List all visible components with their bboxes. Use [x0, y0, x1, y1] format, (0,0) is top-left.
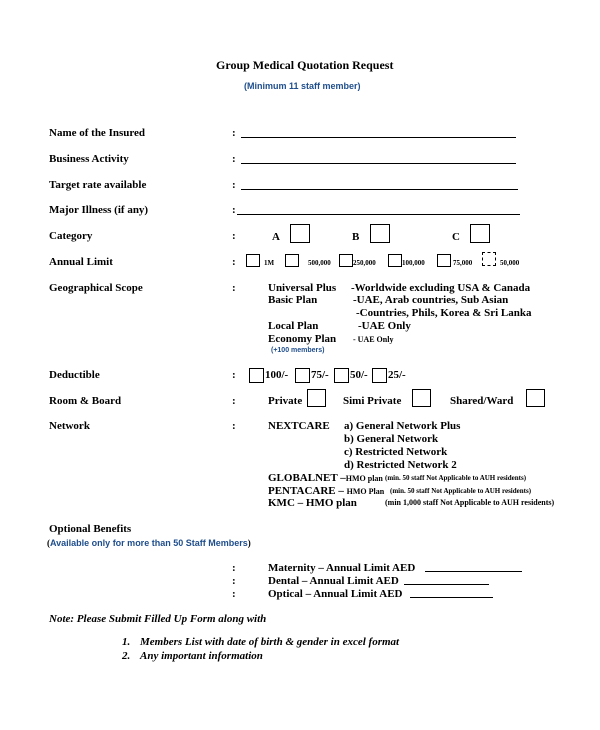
network-pentacare-note: (min. 50 staff Not Applicable to AUH residents)	[390, 487, 532, 495]
optional-optical-input[interactable]	[410, 588, 493, 598]
label-business-activity: Business Activity	[49, 153, 129, 165]
colon: :	[232, 230, 236, 242]
room-shared-label: Shared/Ward	[450, 395, 514, 407]
deductible-75-label: 75/-	[311, 369, 329, 381]
colon: :	[232, 256, 236, 268]
deductible-100-label: 100/-	[265, 369, 289, 381]
colon: :	[232, 282, 236, 294]
geo-economy-plan: Economy Plan	[268, 333, 337, 345]
colon: :	[232, 562, 236, 574]
room-private-label: Private	[268, 395, 303, 407]
annual-limit-50k-checkbox[interactable]	[482, 252, 496, 266]
optional-dental-label: Dental – Annual Limit AED	[268, 575, 399, 587]
optional-optical-label: Optical – Annual Limit AED	[268, 588, 403, 600]
network-globalnet: GLOBALNET –HMO plan	[268, 472, 383, 484]
category-b-checkbox[interactable]	[370, 224, 390, 243]
deductible-50-label: 50/-	[350, 369, 368, 381]
annual-limit-1m-label: 1M	[264, 259, 275, 267]
category-b-label: B	[352, 231, 360, 243]
deductible-100-checkbox[interactable]	[249, 368, 264, 383]
colon: :	[232, 575, 236, 587]
colon: :	[232, 153, 236, 165]
category-c-checkbox[interactable]	[470, 224, 490, 243]
geo-local-plan: Local Plan	[268, 320, 319, 332]
annual-limit-50k-label: 50,000	[500, 259, 520, 267]
annual-limit-250k-checkbox[interactable]	[339, 254, 353, 267]
page-title: Group Medical Quotation Request	[216, 58, 394, 72]
note-item-1-number: 1.	[122, 636, 131, 648]
network-option-b: b) General Network	[344, 433, 439, 445]
colon: :	[232, 420, 236, 432]
room-private-checkbox[interactable]	[307, 389, 326, 407]
colon: :	[232, 395, 236, 407]
geo-universal-plus: Universal Plus	[268, 282, 337, 294]
deductible-50-checkbox[interactable]	[334, 368, 349, 383]
label-major-illness: Major Illness (if any)	[49, 204, 149, 216]
colon: :	[232, 369, 236, 381]
room-shared-checkbox[interactable]	[526, 389, 545, 407]
geo-universal-plus-desc: -Worldwide excluding USA & Canada	[351, 282, 531, 294]
room-simi-private-label: Simi Private	[343, 395, 402, 407]
deductible-25-checkbox[interactable]	[372, 368, 387, 383]
geo-basic-plan: Basic Plan	[268, 294, 318, 306]
major-illness-input[interactable]	[237, 205, 520, 215]
colon: :	[232, 588, 236, 600]
label-room-board: Room & Board	[49, 395, 122, 407]
geo-local-desc: -UAE Only	[358, 320, 411, 332]
network-option-c: c) Restricted Network	[344, 446, 448, 458]
annual-limit-75k-label: 75,000	[453, 259, 473, 267]
network-nextcare: NEXTCARE	[268, 420, 330, 432]
network-globalnet-note: (min. 50 staff Not Applicable to AUH residents)	[385, 474, 527, 482]
geo-basic-desc-1: -UAE, Arab countries, Sub Asian	[353, 294, 509, 306]
optional-maternity-label: Maternity – Annual Limit AED	[268, 562, 416, 574]
room-simi-private-checkbox[interactable]	[412, 389, 431, 407]
label-deductible: Deductible	[49, 369, 100, 381]
label-annual-limit: Annual Limit	[49, 256, 113, 268]
optional-maternity-input[interactable]	[425, 562, 522, 572]
category-a-label: A	[272, 231, 280, 243]
annual-limit-500k-label: 500,000	[308, 259, 331, 267]
category-a-checkbox[interactable]	[290, 224, 310, 243]
label-target-rate: Target rate available	[49, 179, 147, 191]
deductible-25-label: 25/-	[388, 369, 406, 381]
geo-basic-desc-2: -Countries, Phils, Korea & Sri Lanka	[356, 307, 532, 319]
annual-limit-100k-label: 100,000	[402, 259, 425, 267]
category-c-label: C	[452, 231, 460, 243]
colon: :	[232, 127, 236, 139]
note-item-2: Any important information	[140, 650, 263, 662]
name-insured-input[interactable]	[241, 128, 516, 138]
label-name-insured: Name of the Insured	[49, 127, 146, 139]
label-geo-scope: Geographical Scope	[49, 282, 143, 294]
network-kmc-note: (min 1,000 staff Not Applicable to AUH residents)	[385, 498, 555, 507]
network-option-d: d) Restricted Network 2	[344, 459, 457, 471]
page-subtitle: (Minimum 11 staff member)	[244, 81, 361, 91]
label-category: Category	[49, 230, 93, 242]
network-option-a: a) General Network Plus	[344, 420, 461, 432]
annual-limit-1m-checkbox[interactable]	[246, 254, 260, 267]
colon: :	[232, 204, 236, 216]
colon: :	[232, 179, 236, 191]
geo-economy-note: (+100 members)	[271, 347, 325, 354]
optional-note: (Available only for more than 50 Staff Members)	[47, 538, 251, 548]
note-item-1: Members List with date of birth & gender in excel format	[140, 636, 400, 648]
annual-limit-100k-checkbox[interactable]	[388, 254, 402, 267]
note-heading: Note: Please Submit Filled Up Form along with	[49, 613, 267, 625]
annual-limit-250k-label: 250,000	[353, 259, 376, 267]
deductible-75-checkbox[interactable]	[295, 368, 310, 383]
optional-heading: Optional Benefits	[49, 523, 132, 535]
target-rate-input[interactable]	[241, 180, 518, 190]
optional-dental-input[interactable]	[404, 575, 489, 585]
note-item-2-number: 2.	[122, 650, 131, 662]
geo-economy-desc: - UAE Only	[353, 335, 394, 344]
business-activity-input[interactable]	[241, 154, 516, 164]
annual-limit-75k-checkbox[interactable]	[437, 254, 451, 267]
annual-limit-500k-checkbox[interactable]	[285, 254, 299, 267]
network-pentacare: PENTACARE – HMO Plan	[268, 485, 385, 497]
network-kmc: KMC – HMO plan	[268, 497, 357, 509]
label-network: Network	[49, 420, 90, 432]
